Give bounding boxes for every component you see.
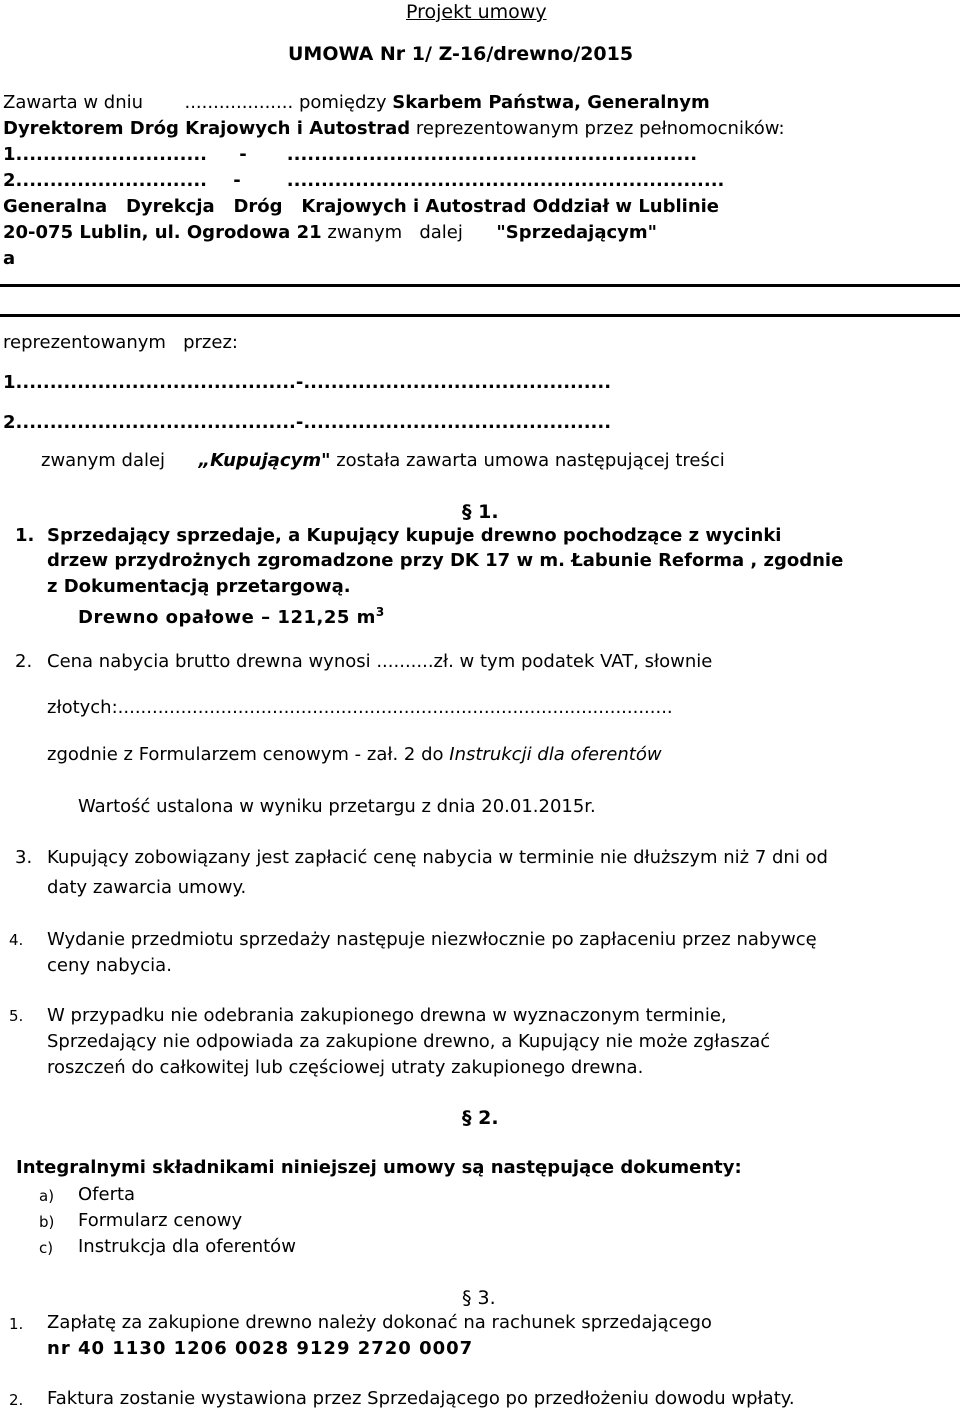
s1-p5-number: 5. [9,1007,24,1025]
blank-line-1 [0,284,960,287]
s1-p4-line-2: ceny nabycia. [47,955,172,976]
s1-p2-line-2: złotych:................................................................................................. [47,697,673,718]
s1-p3-line-2: daty zawarcia umowy. [47,877,247,898]
project-label: Projekt umowy [406,1,547,23]
s1-p3-line-1: Kupujący zobowiązany jest zapłacić cenę nabycia w terminie nie dłuższym niż 7 dni od [47,847,828,868]
seller-rep-1-blank-a: ............................ [15,144,207,165]
s1-p2-line-3 [47,743,662,767]
buyer-rep-2: 2.........................................-............................................. [3,412,612,433]
s2-item-c-marker: c) [39,1239,54,1257]
s1-p5-line-1: W przypadku nie odebrania zakupionego drewna w wyznaczonym terminie, [47,1005,727,1026]
blank-line-2 [0,314,960,317]
s2-item-a-marker: a) [39,1187,55,1205]
intro-represented: reprezentowanym przez pełnomocników: [415,118,785,139]
section-2-symbol: § [462,1107,472,1129]
s1-p1-wood-text: Drewno opałowe – 121,25 m [78,607,376,628]
section-1-number: 1. [478,501,499,523]
s1-p5-line-3: roszczeń do całkowitej lub częściowej utraty zakupionego drewna. [47,1057,644,1078]
buyer-represented-by: reprezentowanym przez: [3,332,238,353]
seller-rep-2 [3,169,724,193]
s1-p2-line-4: Wartość ustalona w wyniku przetargu z dnia 20.01.2015r. [78,796,596,817]
seller-rep-2-number: 2 [3,170,16,191]
seller-line-1: Generalna Dyrekcja Dróg Krajowych i Autostrad Oddział w Lublinie [3,196,720,217]
buyer-contract-concluded: została zawarta umowa następującej treści [336,450,725,471]
s3-p1-number: 1. [9,1315,24,1333]
intro-line-2 [3,117,785,141]
s1-p2-instructions: Instrukcji dla oferentów [449,744,662,765]
intro-director: Dyrektorem Dróg Krajowych i Autostrad [3,118,411,139]
seller-address: 20-075 Lublin, ul. Ogrodowa 21 [3,222,322,243]
seller-rep-2-dash: - [233,170,241,191]
intro-between: pomiędzy [298,92,387,113]
seller-rep-1-dash: - [239,144,247,165]
contract-title: UMOWA Nr 1/ Z-16/drewno/2015 [288,43,634,65]
section-3-symbol: § [462,1287,472,1309]
buyer-called-line [41,449,725,473]
section-1-symbol: § [462,501,472,523]
section-3-heading [462,1286,496,1310]
s3-account-number: nr 40 1130 1206 0028 9129 2720 0007 [47,1338,474,1359]
intro-line-1 [3,91,710,115]
s2-item-a: Oferta [78,1184,136,1205]
intro-date-label: Zawarta w dniu [3,92,144,113]
s3-p2-line-1: Faktura zostanie wystawiona przez Sprzedającego po przedłożeniu dowodu wpłaty. [47,1388,795,1409]
buyer-rep-1: 1.........................................-............................................. [3,372,612,393]
s2-item-c: Instrukcja dla oferentów [78,1236,296,1257]
intro-date-blank: ................... [184,92,294,113]
s2-item-b-marker: b) [39,1213,55,1231]
section-3-number: 3. [477,1287,496,1309]
seller-rep-1-number: 1 [3,144,16,165]
s2-item-b: Formularz cenowy [78,1210,243,1231]
seller-line-2 [3,221,657,245]
s1-p3-number: 3. [15,847,33,868]
s3-p2-number: 2. [9,1391,24,1409]
section-1-heading [462,500,499,524]
section-2-number: 2. [478,1107,499,1129]
seller-rep-2-blank-b: ................................................................ [286,170,725,191]
s1-p2-form-ref: zgodnie z Formularzem cenowym - zał. 2 do [47,744,444,765]
s1-p1-line-1: Sprzedający sprzedaje, a Kupujący kupuje drewno pochodzące z wycinki [47,525,782,546]
s1-p5-line-2: Sprzedający nie odpowiada za zakupione drewno, a Kupujący nie może zgłaszać [47,1031,771,1052]
section-2-intro: Integralnymi składnikami niniejszej umowy są następujące dokumenty: [16,1157,742,1178]
seller-rep-1-blank-b: ............................................................ [286,144,698,165]
s3-p1-line-1: Zapłatę za zakupione drewno należy dokonać na rachunek sprzedającego [47,1312,712,1333]
s1-p4-number: 4. [9,931,24,949]
seller-rep-2-blank-a: ............................ [15,170,207,191]
s1-p1-line-2: drzew przydrożnych zgromadzone przy DK 17 w m. Łabunie Reforma , zgodnie [47,550,844,571]
section-2-heading [462,1106,499,1130]
s1-p1-line-3: z Dokumentacją przetargową. [47,576,351,597]
s1-p2-line-1: Cena nabycia brutto drewna wynosi ..........zł. w tym podatek VAT, słownie [47,651,713,672]
s1-p2-number: 2. [15,651,33,672]
buyer-role: „Kupującym" [198,450,331,471]
intro-treasury: Skarbem Państwa, Generalnym [392,92,710,113]
seller-called: zwanym dalej [327,222,463,243]
seller-role: "Sprzedającym" [496,222,658,243]
and-conjunction: a [3,248,16,269]
seller-rep-1 [3,143,697,167]
s1-p1-wood-superscript: 3 [375,605,385,619]
s1-p1-wood [78,600,385,630]
s1-p1-number: 1. [15,525,35,546]
buyer-called: zwanym dalej [41,450,166,471]
s1-p4-line-1: Wydanie przedmiotu sprzedaży następuje niezwłocznie po zapłaceniu przez nabywcę [47,929,817,950]
